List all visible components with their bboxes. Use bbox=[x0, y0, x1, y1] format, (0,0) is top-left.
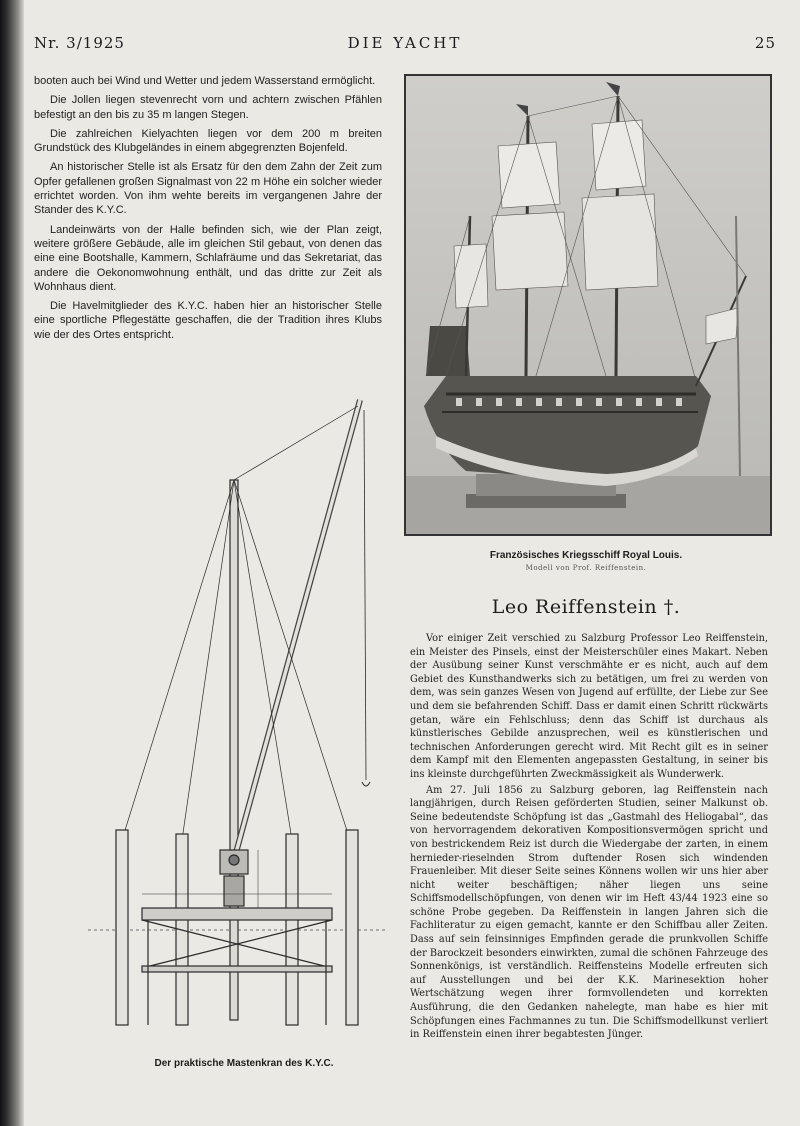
left-column-text bbox=[34, 74, 382, 347]
paragraph: Landeinwärts von der Halle befinden sich, wie der Plan zeigt, weitere größere Gebäude, alle im gleichen Stil gebaut, von denen das eine eine Bootshalle, Kammern, Schlafräume und das Sekretariat, das andere die Oekonomwohnung enthält, und das dritte zur Zeit als Wohnhaus dient. bbox=[34, 223, 382, 293]
magazine-title: DIE YACHT bbox=[347, 34, 463, 52]
ship-model-photo bbox=[404, 74, 772, 536]
page-number: 25 bbox=[754, 34, 776, 52]
mast-crane-drawing bbox=[88, 390, 388, 1040]
paragraph: Die zahlreichen Kielyachten liegen vor dem 200 m breiten Grundstück des Klubgeländes in einem abgegrenzten Bojenfeld. bbox=[34, 127, 382, 155]
figure-caption: Der praktische Mastenkran des K.Y.C. bbox=[154, 1058, 334, 1069]
crane-illustration bbox=[88, 390, 388, 1040]
photo-subcaption: Modell von Prof. Reiffenstein. bbox=[525, 564, 647, 572]
ship-illustration bbox=[406, 76, 770, 534]
paragraph: Die Havelmitglieder des K.Y.C. haben hier an historischer Stelle eine sportliche Pflegestätte geschaffen, die der Tradition ihres Klubs wie der des Ortes entspricht. bbox=[34, 300, 382, 341]
article-body bbox=[410, 632, 768, 1044]
paragraph: Vor einiger Zeit verschied zu Salzburg Professor Leo Reiffenstein, ein Meister des Pinsels, einst der Meisterschüler eines Makart. Neben der Ausübung seiner Kunst verschmähte er es nicht, auch auf dem Gebiet des Kunsthandwerks sich zu betätigen, um frei zu werden von dem, was sein ganzes Wesen von Jugend auf erfüllte, der Liebe zur See und dem sie befahrenden Schiff. Dass er damit einen Schritt rückwärts getan, wäre ein Fehlschluss; denn das Schiff ist durchaus als künstlerisches Gebilde anzusprechen, weil es künstlerischen und technischen Anforderungen gerecht wird. Mit Recht gilt es in seiner dem Kampf mit den Elementen angepassten Gestaltung, in seiner bis ins kleinste durchgeführten Zweckmässigkeit als Wunderwerk. bbox=[410, 633, 768, 780]
paragraph: Am 27. Juli 1856 zu Salzburg geboren, lag Reiffenstein nach langjährigen, durch Reisen geförderten Studien, seiner Malkunst ob. Seine bedeutendste Schöpfung ist das „Gastmahl des Heliogabal“, das von hervorragendem dekorativen Kompositionsvermögen spricht und von bestrickendem Reiz ist durch die Wiedergabe der zarten, in einem hernieder-rieselnden Strom duftender Rosen sich windenden Frauenleiber. Mit dieser Seite seines Könnens wollen wir uns hier aber nicht weiter beschäftigen; näher liegen uns seine Schiffsmodellschöpfungen, von denen wir im Heft 43/44 1923 eine so schöne Probe gegeben. Da Reiffenstein in langen Jahren sich die Fachliteratur zu eigen gemacht, kannte er den Schiffbau aller Zeiten. Dass auf sein feinsinniges Empfinden gerade die prunkvollen Schiffe der Barockzeit besonders einwirkten, zumal die schönen Fahrzeuge des Sonnenkönigs, ist verständlich. Reiffensteins Modelle erfreuten sich auf Ausstellungen und bei der K.K. Marinesektion hoher Wertschätzung wegen ihrer formvollendeten und korrekten Ausführung, die den Gedanken nahelegte, man habe es hier mit Schöpfungen eines Fachmannes zu tun. Die Schiffsmodellkunst verliert in Reiffenstein einen ihrer begabtesten Jünger. bbox=[410, 784, 768, 1041]
photo-caption: Französisches Kriegsschiff Royal Louis. bbox=[489, 550, 683, 561]
page-header bbox=[34, 34, 776, 56]
paragraph: booten auch bei Wind und Wetter und jedem Wasserstand ermöglicht. bbox=[34, 75, 376, 87]
issue-number: Nr. 3/1925 bbox=[34, 34, 125, 52]
paragraph: Die Jollen liegen stevenrecht vorn und achtern zwischen Pfählen befestigt an den bis zu 35 m langen Stegen. bbox=[34, 94, 382, 121]
paragraph: An historischer Stelle ist als Ersatz für den dem Zahn der Zeit zum Opfer gefallenen großen Signalmast von 22 m Höhe ein solcher wieder errichtet worden. Von ihm wehte bereits im vergangenen Jahre der Stander des K.Y.C. bbox=[34, 161, 382, 217]
book-gutter bbox=[0, 0, 24, 1126]
page bbox=[24, 0, 800, 1126]
article-title: Leo Reiffenstein †. bbox=[491, 596, 681, 618]
